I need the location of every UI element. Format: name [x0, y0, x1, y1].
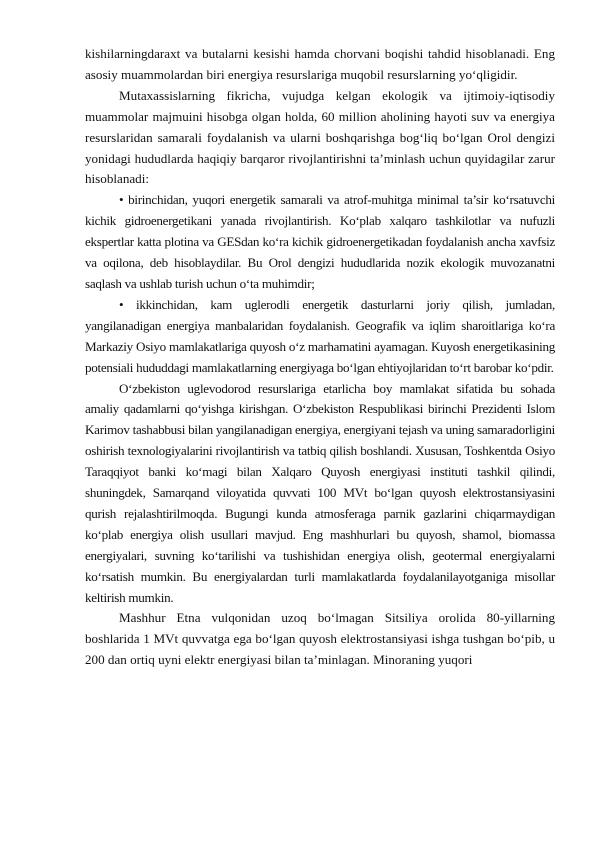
paragraph-2: Mutaxassislarning fikricha, vujudga kelgan ekologik va ijtimoiy-iqtisodiy muammolar majmuini hisobga olgan holda, 60 million aholining hayoti suv va energiya resurslaridan samarali foydalanish va ularni boshqarishga bog‘liq bo‘lgan Orol dengizi yonidagi hududlarda haqiqiy barqaror rivojlantirishni ta’minlash uchun quyidagilar zarur hisoblanadi:: [85, 87, 555, 187]
paragraph-4-bullet-2: • ikkinchidan, kam uglerodli energetik dasturlarni joriy qilish, jumladan, yangilanadigan energiya manbalaridan foydalanish. Geografik va iqlim sharoitlariga ko‘ra Markaziy Osiyo mamlakatlariga quyosh o‘z marhamatini ayamagan. Kuyosh energetikasining potensiali hududdagi mamlakatlarning energiyaga bo‘lgan ehtiyojlaridan to‘rt barobar ko‘pdir.: [85, 296, 555, 375]
document-page: [85, 44, 555, 671]
paragraph-6: Mashhur Etna vulqonidan uzoq bo‘lmagan Sitsiliya orolida 80-yillarning boshlarida 1 MVt quvvatga ega bo‘lgan quyosh elektrostansiyasi ishga tushgan bo‘pib, u 200 dan ortiq uyni elektr energiyasi bilan ta’minlagan. Minoraning yuqori: [85, 610, 555, 668]
paragraph-5: O‘zbekiston uglevodorod resurslariga etarlicha boy mamlakat sifatida bu sohada amaliy qadamlarni qo‘yishga kirishgan. O‘zbekiston Respublikasi birinchi Prezidenti Islom Karimov tashabbusi bilan yangilanadigan energiya, energiyani tejash va uning samaradorligini oshirish texnologiyalarini rivojlantirish va tatbiq qilish boshlandi. Xususan, Toshkentda Osiyo Taraqqiyot banki ko‘magi bilan Xalqaro Quyosh energiyasi instituti tashkil qilindi, shuningdek, Samarqand viloyatida quvvati 100 MVt bo‘lgan quyosh elektrostansiyasini qurish rejalashtirilmoqda. Bugungi kunda atmosferaga parnik gazlarini chiqarmaydigan ko‘plab energiya olish usullari mavjud. Eng mashhurlari bu quyosh, shamol, biomassa energiyalari, suvning ko‘tarilishi va tushishidan energiya olish, geotermal energiyalarni ko‘rsatish mumkin. Bu energiyalardan turli mamlakatlarda foydalanilayotganiga misollar keltirish mumkin.: [85, 380, 555, 605]
paragraph-3-bullet-1: • birinchidan, yuqori energetik samarali va atrof-muhitga minimal ta’sir ko‘rsatuvchi kichik gidroenergetikani yanada rivojlantirish. Ko‘plab xalqaro tashkilotlar va nufuzli ekspertlar katta plotina va GESdan ko‘ra kichik gidroenergetikadan foydalanish ancha xavfsiz va oqilona, deb hisoblaydilar. Bu Orol dengizi hududlarida nozik ekologik muvozanatni saqlash va ushlab turish uchun o‘ta muhimdir;: [85, 192, 555, 291]
paragraph-1: kishilarningdaraxt va butalarni kesishi hamda chorvani boqishi tahdid hisoblanadi. Eng asosiy muammolardan biri energiya resurslariga muqobil resurslarning yo‘qligidir.: [85, 46, 555, 82]
